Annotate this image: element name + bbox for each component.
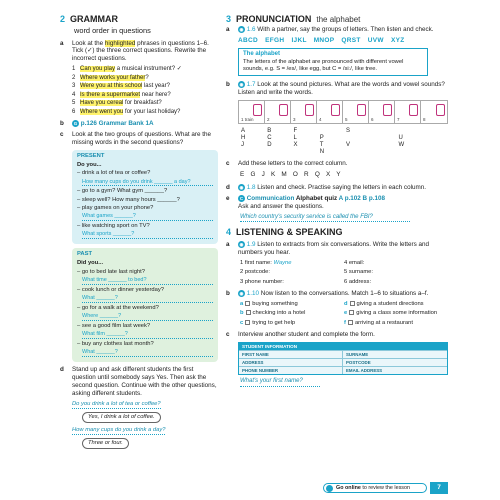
box-title: PRESENT bbox=[77, 152, 105, 159]
section-title: LISTENING & SPEAKING bbox=[236, 227, 343, 238]
answer-line[interactable]: Where ______? bbox=[82, 313, 213, 321]
exercise-a bbox=[226, 241, 448, 257]
bike-icon bbox=[331, 104, 340, 116]
exercise-c bbox=[226, 331, 448, 339]
box-title: PAST bbox=[77, 251, 93, 258]
exercise-letter: c bbox=[226, 159, 230, 167]
field-row: 6 address: bbox=[344, 278, 372, 285]
sound-picture: 2 bbox=[265, 101, 291, 123]
audio-icon[interactable]: ◉ bbox=[239, 290, 244, 296]
section-number: 3 bbox=[226, 14, 232, 24]
communication-icon: C bbox=[239, 195, 244, 201]
answer-line[interactable]: How many cups do you drink ______ a day? bbox=[82, 179, 213, 187]
right-column bbox=[226, 14, 448, 392]
sound-picture: 1 train bbox=[239, 101, 265, 123]
exercise-d bbox=[60, 366, 218, 397]
situation-item[interactable]: f arriving at a restaurant bbox=[344, 319, 413, 326]
grammar-bank-link[interactable]: p.126 Grammar Bank 1A bbox=[80, 120, 154, 128]
sound-pictures bbox=[238, 100, 448, 124]
sound-picture: 4 bbox=[317, 101, 343, 123]
list-item: 5 Have you cereal for breakfast? bbox=[72, 100, 162, 107]
dialog-question: Do you drink a lot of tea or coffee? bbox=[72, 401, 161, 409]
box-question: – buy any clothes last month? bbox=[77, 341, 154, 347]
letter-column: F L X bbox=[293, 128, 298, 149]
phone-icon bbox=[357, 104, 366, 116]
field-row: 1 first name: Wayne bbox=[240, 260, 292, 267]
checkbox-icon[interactable] bbox=[349, 310, 354, 315]
go-online-label: Go online bbox=[336, 485, 361, 491]
globe-icon bbox=[326, 485, 333, 492]
exercise-b bbox=[60, 120, 218, 128]
exercise-letter: a bbox=[226, 241, 230, 249]
situation-list bbox=[240, 301, 448, 327]
exercise-letter: c bbox=[226, 330, 230, 338]
grammar-column bbox=[60, 14, 218, 453]
dialog-answer: Yes, I drink a lot of coffee. bbox=[82, 412, 161, 423]
pronunciation-header bbox=[226, 14, 448, 25]
grammar-header bbox=[60, 14, 218, 25]
box-question: – see a good film last week? bbox=[77, 322, 151, 329]
page-reference-link[interactable]: A p.102 B p.108 bbox=[338, 194, 385, 202]
section-title: GRAMMAR bbox=[70, 14, 119, 24]
listening-header bbox=[226, 227, 448, 238]
communication-label: Communication bbox=[246, 194, 295, 202]
field-row: 5 surname: bbox=[344, 269, 373, 276]
box-head: Do you... bbox=[77, 162, 102, 169]
letter-columns bbox=[238, 128, 448, 156]
exercise-letter: e bbox=[226, 194, 230, 202]
form-field[interactable]: PHONE NUMBER bbox=[239, 367, 343, 374]
audio-icon[interactable]: ◉ bbox=[239, 184, 244, 190]
form-title: STUDENT INFORMATION bbox=[239, 343, 447, 351]
section-subtitle: the alphabet bbox=[316, 15, 361, 24]
exercise-c bbox=[60, 131, 218, 147]
field-value[interactable]: Wayne bbox=[273, 260, 292, 267]
audio-icon[interactable]: ◉ bbox=[239, 27, 244, 33]
grammar-bank-icon: G bbox=[73, 121, 78, 127]
example-dialog bbox=[72, 401, 218, 454]
alphabet-tip-box bbox=[238, 48, 428, 76]
form-row bbox=[239, 358, 447, 366]
sound-picture: 5 bbox=[343, 101, 369, 123]
box-question: – drink a lot of tea or coffee? bbox=[77, 170, 151, 177]
exercise-instruction: Interview another student and complete the form. bbox=[238, 330, 375, 338]
form-field[interactable]: FIRST NAME bbox=[239, 351, 343, 358]
situation-item[interactable]: b checking into a hotel bbox=[240, 310, 306, 317]
list-item: 3 Were you at this school last year? bbox=[72, 83, 170, 90]
letter-column: P T N bbox=[319, 135, 325, 155]
box-question: – go to a gym? What gym ______? bbox=[77, 188, 168, 195]
exercise-letter: b bbox=[226, 81, 230, 89]
exercise-a bbox=[60, 40, 218, 64]
list-item: 1 Can you play a musical instrument? ✓ bbox=[72, 66, 182, 73]
answer-line[interactable]: What film ______? bbox=[82, 331, 213, 339]
exercise-instruction bbox=[72, 40, 218, 64]
sound-picture: 3 bbox=[291, 101, 317, 123]
exercise-letter: b bbox=[226, 289, 230, 297]
page-number: 7 bbox=[430, 482, 448, 494]
exercise-b bbox=[226, 290, 448, 298]
instruction-text: phrases in questions 1–6. Tick (✓) the three correct questions. Rewrite the incorrect questions. bbox=[72, 39, 209, 63]
exercise-instruction: Look at the sound pictures. What are the words and vowel sounds? Listen and write the words. bbox=[238, 81, 445, 97]
box-question: – cook lunch or dinner yesterday? bbox=[77, 286, 165, 293]
list-item: 2 Where works your father? bbox=[72, 74, 149, 81]
form-field[interactable]: POSTCODE bbox=[346, 360, 371, 366]
student-information-form bbox=[238, 342, 448, 376]
box-question: – go for a walk at the weekend? bbox=[77, 304, 159, 311]
highlighted-word: highlighted bbox=[104, 39, 136, 47]
answer-line[interactable]: What games ______? bbox=[82, 213, 213, 221]
instruction-text: Look at the bbox=[72, 39, 105, 47]
letter-column: A H J bbox=[241, 128, 246, 149]
exercise-d bbox=[226, 184, 448, 192]
letter-column: S V bbox=[346, 128, 351, 149]
letter-column: B C D bbox=[267, 128, 272, 149]
form-row bbox=[239, 366, 447, 374]
form-field[interactable]: SURNAME bbox=[346, 352, 369, 358]
dialog-answer: Three or four. bbox=[82, 438, 129, 449]
track-number[interactable]: 1.8 bbox=[246, 183, 256, 191]
letter-column bbox=[369, 128, 395, 156]
exercise-letter: d bbox=[60, 366, 64, 374]
audio-icon[interactable]: ◉ bbox=[239, 242, 244, 248]
section-number: 4 bbox=[226, 227, 232, 238]
exercise-letter: a bbox=[226, 26, 230, 34]
exercise-letter: c bbox=[60, 131, 64, 139]
list-item: 4 Is there a supermarket near here? bbox=[72, 91, 171, 98]
checkbox-icon[interactable] bbox=[350, 301, 355, 306]
answer-line[interactable]: What time ______ to bed? bbox=[82, 277, 213, 285]
present-box bbox=[72, 150, 218, 244]
example-question: What's your first name? bbox=[240, 378, 320, 387]
checkbox-icon[interactable] bbox=[348, 320, 353, 325]
exercise-e bbox=[226, 195, 448, 211]
track-number[interactable]: 1.7 bbox=[246, 81, 256, 89]
box-question: – go to bed late last night? bbox=[77, 268, 146, 275]
train-icon bbox=[253, 104, 262, 116]
exercise-instruction: With a partner, say the groups of letters. Then listen and check. bbox=[257, 26, 434, 34]
section-number: 2 bbox=[60, 14, 66, 24]
letters-to-add: E G J K M O R Q X Y bbox=[240, 170, 343, 178]
exercise-b bbox=[226, 81, 448, 97]
exercise-letter: d bbox=[226, 183, 230, 191]
list-item: 6 Where went you for your last holiday? bbox=[72, 108, 181, 115]
quiz-title: Alphabet quiz bbox=[294, 194, 339, 202]
form-field[interactable]: ADDRESS bbox=[239, 359, 343, 366]
box-question: – play games on your phone? bbox=[77, 204, 154, 211]
section-title: PRONUNCIATION bbox=[236, 14, 312, 24]
go-online-link[interactable] bbox=[323, 483, 427, 493]
boot-icon bbox=[383, 104, 392, 116]
track-number[interactable]: 1.6 bbox=[246, 26, 256, 34]
checkbox-icon[interactable] bbox=[245, 320, 250, 325]
exercise-instruction: Listen and check. Practise saying the letters in each column. bbox=[257, 183, 426, 191]
car-icon bbox=[409, 104, 418, 116]
sound-picture: 7 bbox=[395, 101, 421, 123]
exercise-instruction: Look at the two groups of questions. What are the missing words in the second questions? bbox=[72, 131, 211, 146]
track-number[interactable]: 1.10 bbox=[246, 290, 260, 298]
exercise-letter: b bbox=[60, 120, 64, 128]
track-number[interactable]: 1.9 bbox=[246, 241, 256, 249]
form-field[interactable]: EMAIL ADDRESS bbox=[346, 368, 383, 374]
letter-column bbox=[422, 128, 448, 156]
sound-picture: 8 bbox=[421, 101, 447, 123]
field-row: 3 phone number: bbox=[240, 278, 284, 285]
exercise-instruction: Add these letters to the correct column. bbox=[238, 159, 348, 167]
answer-line[interactable]: What sports ______? bbox=[82, 231, 213, 239]
field-row: 4 email: bbox=[344, 260, 365, 267]
situation-item[interactable]: a buying something bbox=[240, 301, 298, 308]
bird-icon bbox=[436, 104, 445, 116]
example-question: Which country's security service is called the FBI? bbox=[240, 214, 410, 223]
field-row: 2 postcode: bbox=[240, 269, 270, 276]
box-question: – sleep well? How many hours ______? bbox=[77, 196, 180, 203]
go-online-text: to review the lesson bbox=[360, 485, 410, 491]
letter-groups: ABCD EFGH IJKL MNOP QRST UVW XYZ bbox=[238, 37, 405, 45]
exercise-instruction: Ask and answer the questions. bbox=[238, 202, 324, 210]
exercise-letter: a bbox=[60, 39, 64, 47]
checkbox-icon[interactable] bbox=[246, 310, 251, 315]
checkbox-icon[interactable] bbox=[245, 301, 250, 306]
listening-fields bbox=[240, 260, 448, 286]
exercise-instruction: Now listen to the conversations. Match 1–6 to situations a–f. bbox=[260, 290, 429, 298]
situation-item[interactable]: c trying to get help bbox=[240, 319, 296, 326]
answer-line[interactable]: What ______? bbox=[82, 295, 213, 303]
tip-text: The letters of the alphabet are pronounced with different vowel sounds, e.g. S = /es/, like egg, but C = /siː/, like tree. bbox=[243, 58, 404, 73]
letter-column: U W bbox=[398, 135, 405, 149]
tree-icon bbox=[279, 104, 288, 116]
form-row bbox=[239, 350, 447, 358]
sound-picture: 6 bbox=[369, 101, 395, 123]
dialog-question: How many cups do you drink a day? bbox=[72, 427, 165, 435]
exercise-instruction: Stand up and ask different students the first question until somebody says Yes. Then ask the second question. Continue with the other questions, asking different students. bbox=[72, 366, 217, 397]
exercise-c bbox=[226, 160, 448, 168]
audio-icon[interactable]: ◉ bbox=[239, 82, 244, 88]
section-subtitle: word order in questions bbox=[74, 26, 151, 36]
answer-line[interactable]: What ______? bbox=[82, 349, 213, 357]
egg-icon bbox=[305, 104, 314, 116]
exercise-instruction: Listen to extracts from six conversations. Write the letters and numbers you hear. bbox=[238, 241, 429, 257]
situation-item[interactable]: d giving a student directions bbox=[344, 301, 424, 308]
past-box bbox=[72, 248, 218, 362]
situation-item[interactable]: e giving a class some information bbox=[344, 310, 438, 317]
tip-title: The alphabet bbox=[243, 51, 281, 58]
box-head: Did you... bbox=[77, 260, 104, 267]
exercise-a bbox=[226, 26, 448, 34]
question-list bbox=[72, 66, 218, 116]
box-question: – like watching sport on TV? bbox=[77, 222, 150, 229]
